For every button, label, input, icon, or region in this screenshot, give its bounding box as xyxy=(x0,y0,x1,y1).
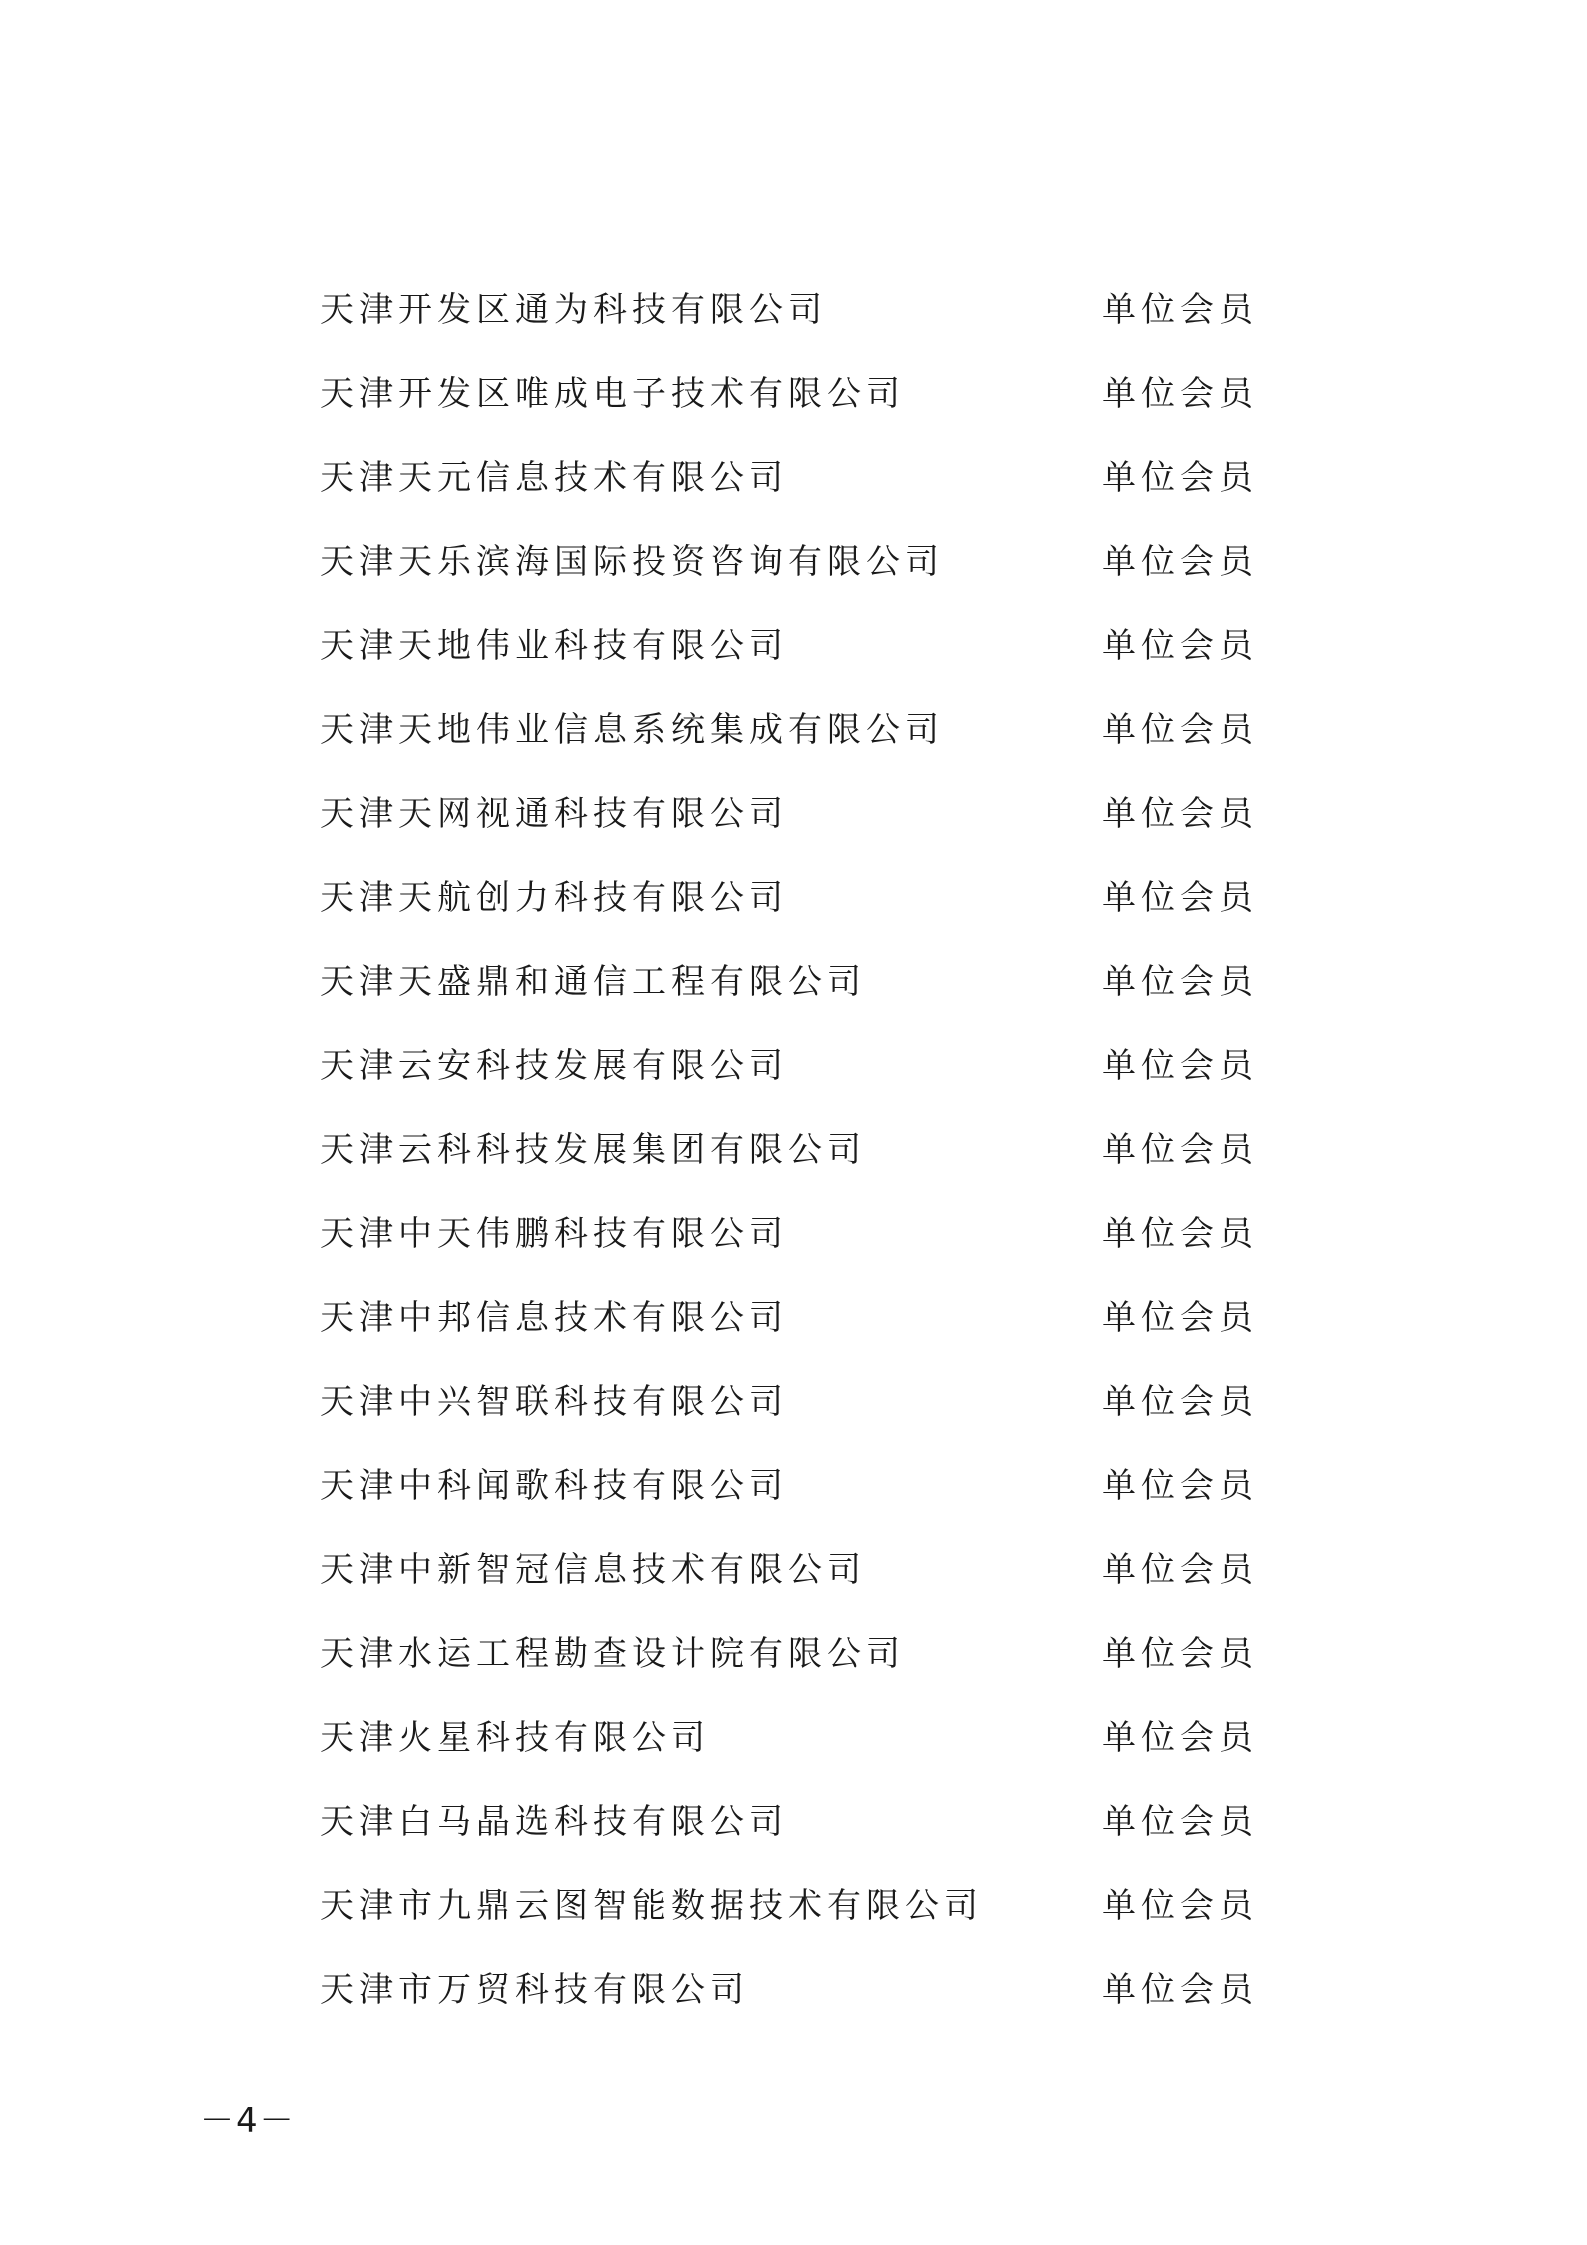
member-name: 天津天地伟业信息系统集成有限公司 xyxy=(320,710,944,750)
member-name: 天津天地伟业科技有限公司 xyxy=(320,626,788,666)
member-type: 单位会员 xyxy=(1102,710,1258,750)
member-type: 单位会员 xyxy=(1102,1718,1258,1758)
member-name: 天津天航创力科技有限公司 xyxy=(320,878,788,918)
member-type: 单位会员 xyxy=(1102,962,1258,1002)
member-type: 单位会员 xyxy=(1102,1382,1258,1422)
member-name: 天津中新智冠信息技术有限公司 xyxy=(320,1550,866,1590)
member-row xyxy=(320,1374,1280,1458)
member-row xyxy=(320,1794,1280,1878)
member-row xyxy=(320,1962,1280,2046)
page-number: －4－ xyxy=(200,2101,296,2141)
member-type: 单位会员 xyxy=(1102,1550,1258,1590)
member-type: 单位会员 xyxy=(1102,1130,1258,1170)
member-name: 天津天网视通科技有限公司 xyxy=(320,794,788,834)
member-name: 天津市万贸科技有限公司 xyxy=(320,1970,749,2010)
member-list xyxy=(320,282,1280,2046)
member-name: 天津开发区唯成电子技术有限公司 xyxy=(320,374,905,414)
member-name: 天津市九鼎云图智能数据技术有限公司 xyxy=(320,1886,983,1926)
member-row xyxy=(320,1878,1280,1962)
member-row xyxy=(320,282,1280,366)
member-row xyxy=(320,702,1280,786)
member-type: 单位会员 xyxy=(1102,1634,1258,1674)
member-name: 天津天乐滨海国际投资咨询有限公司 xyxy=(320,542,944,582)
member-type: 单位会员 xyxy=(1102,1046,1258,1086)
member-row xyxy=(320,366,1280,450)
member-type: 单位会员 xyxy=(1102,1802,1258,1842)
member-type: 单位会员 xyxy=(1102,1466,1258,1506)
member-type: 单位会员 xyxy=(1102,458,1258,498)
member-row xyxy=(320,954,1280,1038)
member-row xyxy=(320,1626,1280,1710)
member-row xyxy=(320,534,1280,618)
member-name: 天津白马晶选科技有限公司 xyxy=(320,1802,788,1842)
member-name: 天津开发区通为科技有限公司 xyxy=(320,290,827,330)
member-type: 单位会员 xyxy=(1102,374,1258,414)
member-type: 单位会员 xyxy=(1102,290,1258,330)
member-row xyxy=(320,1458,1280,1542)
member-row xyxy=(320,450,1280,534)
member-name: 天津水运工程勘查设计院有限公司 xyxy=(320,1634,905,1674)
member-name: 天津中天伟鹏科技有限公司 xyxy=(320,1214,788,1254)
member-name: 天津云安科技发展有限公司 xyxy=(320,1046,788,1086)
member-name: 天津中科闻歌科技有限公司 xyxy=(320,1466,788,1506)
member-name: 天津中兴智联科技有限公司 xyxy=(320,1382,788,1422)
member-name: 天津云科科技发展集团有限公司 xyxy=(320,1130,866,1170)
member-row xyxy=(320,870,1280,954)
member-row xyxy=(320,618,1280,702)
member-type: 单位会员 xyxy=(1102,1214,1258,1254)
member-type: 单位会员 xyxy=(1102,794,1258,834)
member-name: 天津中邦信息技术有限公司 xyxy=(320,1298,788,1338)
member-name: 天津天元信息技术有限公司 xyxy=(320,458,788,498)
member-row xyxy=(320,1206,1280,1290)
member-row xyxy=(320,1038,1280,1122)
member-name: 天津天盛鼎和通信工程有限公司 xyxy=(320,962,866,1002)
member-type: 单位会员 xyxy=(1102,1970,1258,2010)
member-row xyxy=(320,786,1280,870)
member-type: 单位会员 xyxy=(1102,1298,1258,1338)
member-type: 单位会员 xyxy=(1102,1886,1258,1926)
member-row xyxy=(320,1710,1280,1794)
member-row xyxy=(320,1122,1280,1206)
member-name: 天津火星科技有限公司 xyxy=(320,1718,710,1758)
member-type: 单位会员 xyxy=(1102,626,1258,666)
member-row xyxy=(320,1542,1280,1626)
member-type: 单位会员 xyxy=(1102,878,1258,918)
member-row xyxy=(320,1290,1280,1374)
member-type: 单位会员 xyxy=(1102,542,1258,582)
